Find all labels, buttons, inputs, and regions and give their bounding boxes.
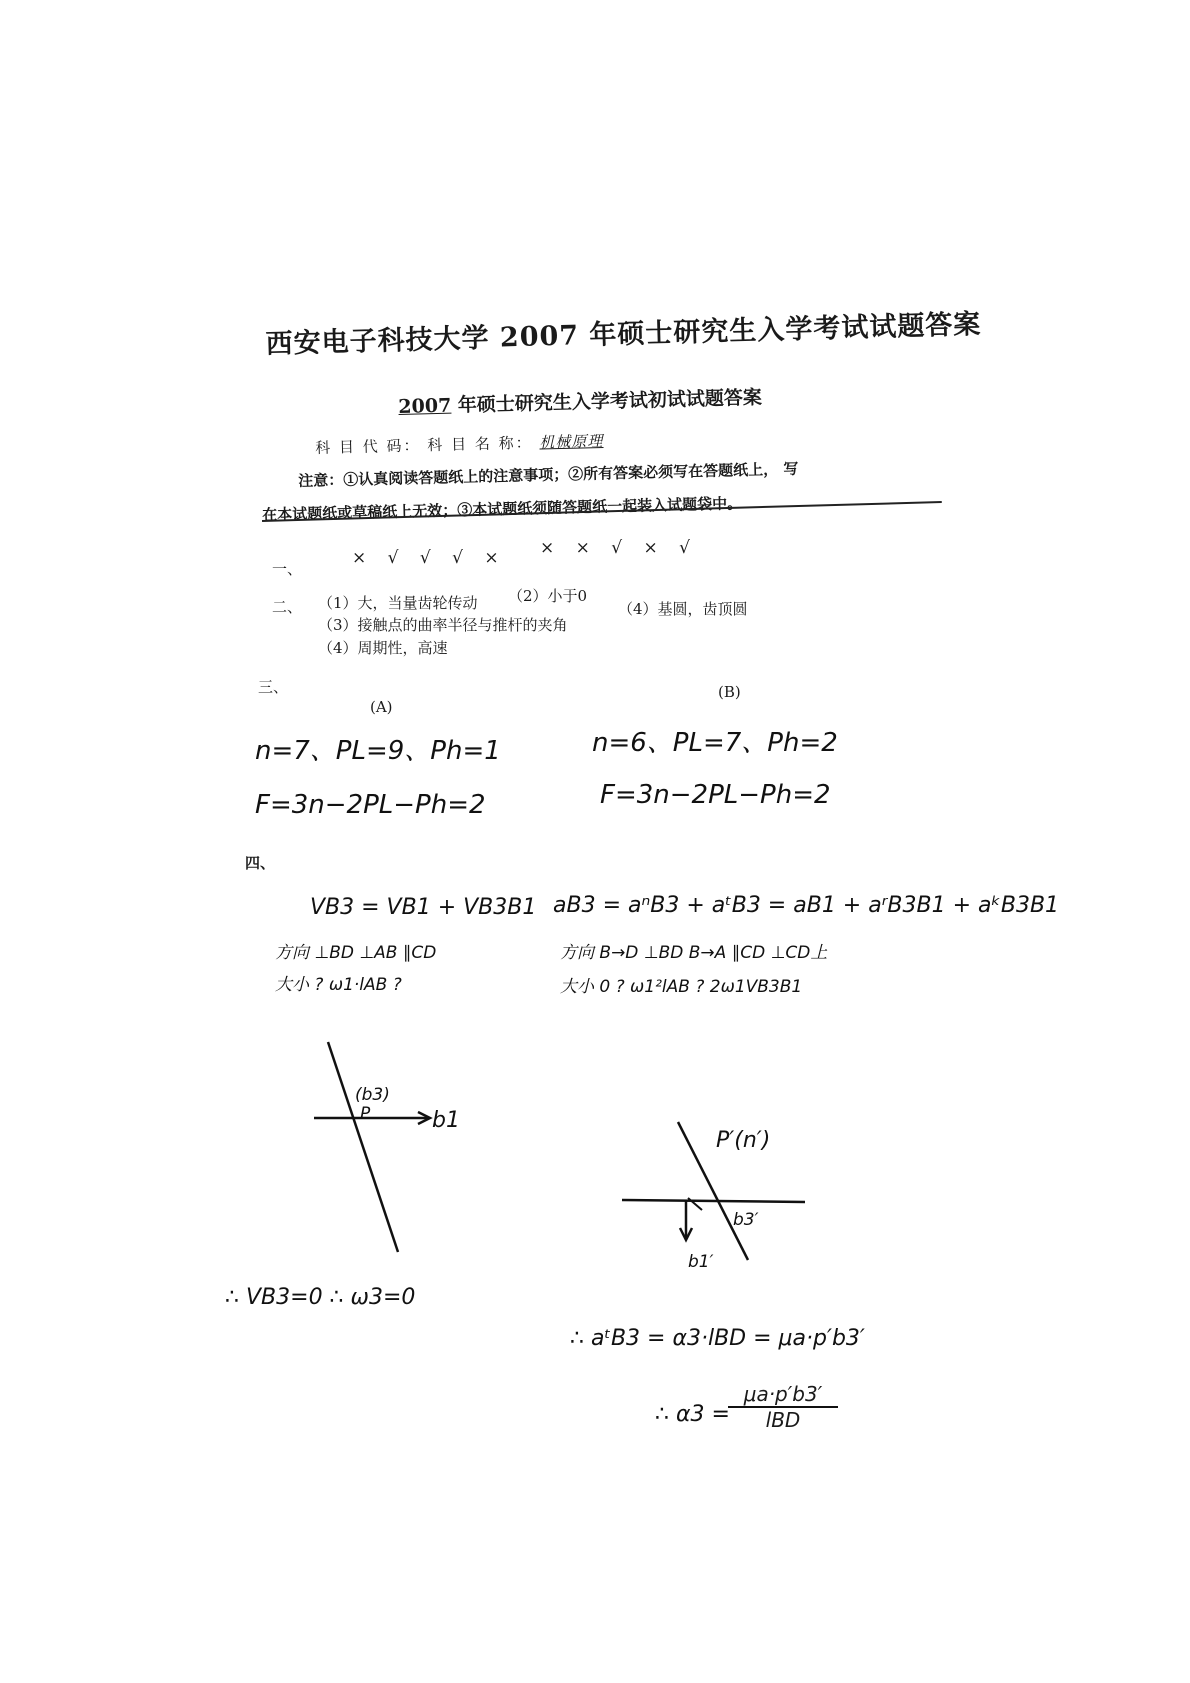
q4-label: 四、 (245, 854, 276, 872)
q2-answer-2: （2）小于0 (508, 587, 588, 605)
q1-label: 一、 (272, 560, 303, 578)
acceleration-conclusion: ∴ aᵗB3 = α3·lBD = μa·p′b3′ (570, 1326, 865, 1351)
q1-marks-b: × × √ × √ (540, 538, 699, 558)
alpha3-fraction (728, 1382, 838, 1432)
q3-label: 三、 (258, 678, 289, 696)
diag2-label-b1: b1′ (688, 1252, 714, 1272)
diag1-label-b1: b1 (432, 1108, 460, 1133)
subject-label: 科 目 代 码： 科 目 名 称： (315, 433, 533, 457)
diag2-label-p: P′(n′) (716, 1128, 771, 1153)
q4-velocity-magnitude: 大小 ? ω1·lAB ? (275, 975, 402, 995)
q3-b-line-1: n=6、PL=7、Ph=2 (592, 728, 838, 758)
q2-answer-3: （3）接触点的曲率半径与推杆的夹角 (318, 616, 568, 634)
q4-velocity-direction: 方向 ⊥BD ⊥AB ∥CD (275, 943, 437, 963)
q4-acceleration-magnitude: 大小 0 ? ω1²lAB ? 2ω1VB3B1 (560, 977, 803, 997)
q1-marks-a: × √ √ √ × (352, 548, 507, 568)
q4-acceleration-direction: 方向 B→D ⊥BD B→A ∥CD ⊥CD上 (560, 943, 828, 963)
q2-label: 二、 (272, 598, 303, 616)
subject-line (315, 430, 604, 458)
document-subtitle (398, 382, 762, 419)
velocity-line-bd (328, 1042, 398, 1252)
q3-b-label: (B) (718, 683, 741, 701)
document-title: 西安电子科技大学 2007 年硕士研究生入学考试试题答案 (265, 309, 982, 360)
alpha3-result-lhs: ∴ α3 = (655, 1402, 730, 1427)
diag2-label-b3: b3′ (733, 1210, 759, 1230)
alpha3-numerator: μa·p′b3′ (728, 1382, 838, 1408)
acceleration-line-cd (622, 1200, 805, 1202)
notice-line-2: 在本试题纸或草稿纸上无效；③本试题纸须随答题纸一起装入试题袋中。 (262, 494, 743, 524)
subtitle-text: 年硕士研究生入学考试初试试题答案 (450, 386, 763, 417)
q3-a-line-2: F=3n−2PL−Ph=2 (255, 790, 486, 820)
q2-answer-5: （4）周期性，高速 (318, 639, 448, 657)
q4-acceleration-equation: aB3 = aⁿB3 + aᵗB3 = aB1 + aʳB3B1 + aᵏB3B1 (553, 893, 1060, 918)
subject-name: 机械原理 (539, 431, 604, 452)
subtitle-year: 2007 (398, 394, 452, 418)
q3-a-label: (A) (370, 698, 393, 716)
q4-velocity-equation: VB3 = VB1 + VB3B1 (310, 895, 537, 920)
q3-b-line-2: F=3n−2PL−Ph=2 (600, 780, 831, 810)
diag1-label-b3: (b3) (355, 1085, 390, 1105)
notice-line-1: 注意：①认真阅读答题纸上的注意事项；②所有答案必须写在答题纸上， 写 (298, 459, 799, 490)
diag1-label-p: P (360, 1104, 371, 1124)
velocity-polygon-diagram (300, 1040, 450, 1260)
q3-a-line-1: n=7、PL=9、Ph=1 (255, 736, 501, 766)
alpha3-denominator: lBD (765, 1408, 801, 1432)
velocity-conclusion: ∴ VB3=0 ∴ ω3=0 (225, 1285, 416, 1310)
q2-answer-1: （1）大，当量齿轮传动 (318, 594, 478, 612)
q2-answer-4: （4）基圆，齿顶圆 (618, 600, 748, 618)
